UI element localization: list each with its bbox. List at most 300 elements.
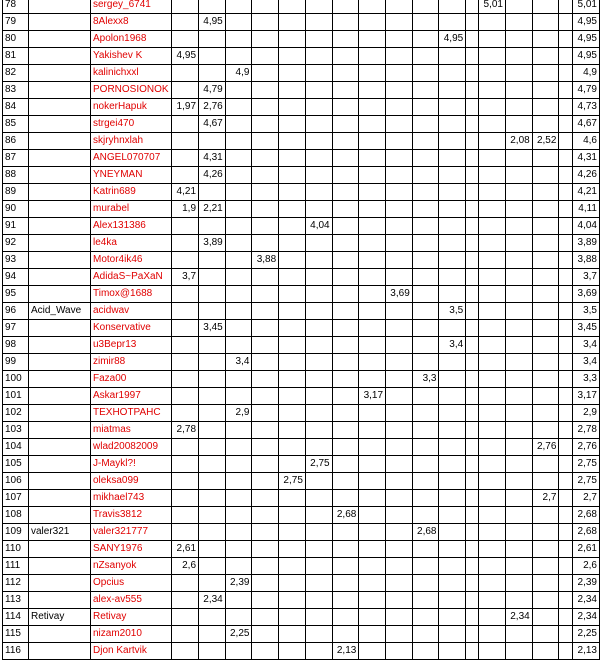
score-cell <box>225 371 252 388</box>
score-cell <box>559 354 572 371</box>
score-cell <box>559 524 572 541</box>
score-cell <box>199 303 226 320</box>
team-cell <box>28 235 90 252</box>
score-cell <box>506 116 533 133</box>
score-cell <box>199 422 226 439</box>
score-cell: 2,34 <box>506 609 533 626</box>
total-cell: 4,9 <box>572 65 599 82</box>
score-cell <box>359 490 386 507</box>
score-cell: 3,17 <box>359 388 386 405</box>
score-cell <box>359 82 386 99</box>
score-cell: 3,7 <box>172 269 199 286</box>
score-cell <box>532 609 559 626</box>
score-cell <box>199 269 226 286</box>
rank-cell: 114 <box>3 609 29 626</box>
score-cell <box>439 286 466 303</box>
table-row <box>3 65 600 82</box>
team-cell <box>28 320 90 337</box>
score-cell <box>439 371 466 388</box>
score-cell <box>412 558 439 575</box>
player-nick-cell: Yakishev K <box>91 48 172 65</box>
score-cell <box>225 0 252 14</box>
rank-cell: 116 <box>3 643 29 660</box>
score-cell <box>532 405 559 422</box>
score-cell <box>412 82 439 99</box>
score-cell <box>305 201 332 218</box>
score-cell <box>386 541 413 558</box>
score-cell <box>506 371 533 388</box>
score-cell <box>532 575 559 592</box>
score-cell <box>172 490 199 507</box>
score-cell <box>252 167 279 184</box>
score-cell <box>225 592 252 609</box>
score-cell <box>412 422 439 439</box>
score-cell <box>559 388 572 405</box>
score-cell <box>172 218 199 235</box>
score-cell <box>559 456 572 473</box>
player-nick-cell: alex-av555 <box>91 592 172 609</box>
score-cell <box>559 99 572 116</box>
team-cell <box>28 371 90 388</box>
rank-cell: 93 <box>3 252 29 269</box>
score-cell <box>412 439 439 456</box>
score-cell <box>359 218 386 235</box>
score-cell: 2,52 <box>532 133 559 150</box>
team-cell <box>28 116 90 133</box>
score-cell <box>532 558 559 575</box>
team-cell <box>28 337 90 354</box>
score-cell <box>332 592 359 609</box>
score-cell <box>332 48 359 65</box>
rank-cell: 115 <box>3 626 29 643</box>
score-cell <box>439 65 466 82</box>
score-cell <box>386 558 413 575</box>
ranking-table <box>2 0 600 660</box>
score-cell: 2,13 <box>332 643 359 660</box>
score-cell <box>332 541 359 558</box>
score-cell <box>279 48 306 65</box>
team-cell: Acid_Wave <box>28 303 90 320</box>
score-cell <box>466 541 479 558</box>
score-cell <box>305 116 332 133</box>
score-cell <box>252 575 279 592</box>
score-cell <box>386 626 413 643</box>
score-cell <box>412 456 439 473</box>
score-cell <box>439 354 466 371</box>
score-cell <box>332 354 359 371</box>
table-row <box>3 626 600 643</box>
score-cell <box>305 354 332 371</box>
score-cell <box>559 320 572 337</box>
rank-cell: 96 <box>3 303 29 320</box>
player-nick-cell: strgei470 <box>91 116 172 133</box>
score-cell: 2,39 <box>225 575 252 592</box>
score-cell <box>439 184 466 201</box>
score-cell: 5,01 <box>479 0 506 14</box>
score-cell <box>439 405 466 422</box>
table-row <box>3 184 600 201</box>
score-cell <box>412 184 439 201</box>
total-cell: 4,04 <box>572 218 599 235</box>
table-row <box>3 507 600 524</box>
score-cell <box>359 269 386 286</box>
score-cell <box>466 48 479 65</box>
score-cell <box>359 252 386 269</box>
score-cell <box>532 456 559 473</box>
score-cell <box>439 82 466 99</box>
score-cell <box>439 150 466 167</box>
score-cell <box>466 524 479 541</box>
score-cell <box>199 575 226 592</box>
score-cell <box>225 167 252 184</box>
score-cell <box>172 116 199 133</box>
score-cell <box>506 235 533 252</box>
score-cell <box>466 0 479 14</box>
score-cell <box>359 439 386 456</box>
score-cell <box>359 48 386 65</box>
score-cell <box>386 575 413 592</box>
score-cell <box>199 609 226 626</box>
score-cell <box>359 541 386 558</box>
score-cell <box>305 609 332 626</box>
score-cell <box>479 541 506 558</box>
score-cell <box>479 405 506 422</box>
player-nick-cell: nZsanyok <box>91 558 172 575</box>
score-cell <box>466 286 479 303</box>
team-cell <box>28 626 90 643</box>
score-cell <box>479 473 506 490</box>
total-cell: 2,68 <box>572 524 599 541</box>
player-nick-cell: oleksa099 <box>91 473 172 490</box>
score-cell <box>252 456 279 473</box>
score-cell: 3,88 <box>252 252 279 269</box>
score-cell <box>279 643 306 660</box>
score-cell <box>386 116 413 133</box>
score-cell <box>279 235 306 252</box>
score-cell: 1,9 <box>172 201 199 218</box>
player-nick-cell: Opcius <box>91 575 172 592</box>
score-cell <box>225 14 252 31</box>
score-cell <box>225 48 252 65</box>
score-cell <box>479 269 506 286</box>
score-cell <box>466 592 479 609</box>
score-cell <box>466 371 479 388</box>
score-cell <box>225 116 252 133</box>
score-cell <box>279 0 306 14</box>
rank-cell: 101 <box>3 388 29 405</box>
team-cell: valer321 <box>28 524 90 541</box>
score-cell <box>439 388 466 405</box>
table-row <box>3 48 600 65</box>
score-cell <box>359 575 386 592</box>
score-cell <box>466 252 479 269</box>
score-cell <box>506 354 533 371</box>
score-cell <box>439 422 466 439</box>
player-nick-cell: Askar1997 <box>91 388 172 405</box>
score-cell <box>479 575 506 592</box>
score-cell <box>279 541 306 558</box>
score-cell <box>172 609 199 626</box>
score-cell <box>532 371 559 388</box>
score-cell <box>359 14 386 31</box>
score-cell: 2,76 <box>199 99 226 116</box>
score-cell <box>332 337 359 354</box>
score-cell <box>199 0 226 14</box>
score-cell <box>386 235 413 252</box>
score-cell <box>305 558 332 575</box>
rank-cell: 102 <box>3 405 29 422</box>
score-cell <box>559 31 572 48</box>
score-cell <box>479 592 506 609</box>
score-cell <box>439 490 466 507</box>
score-cell <box>479 337 506 354</box>
score-cell <box>172 643 199 660</box>
score-cell <box>279 167 306 184</box>
score-cell <box>439 116 466 133</box>
table-row <box>3 354 600 371</box>
player-nick-cell: SANY1976 <box>91 541 172 558</box>
score-cell <box>305 626 332 643</box>
score-cell <box>225 541 252 558</box>
score-cell <box>199 133 226 150</box>
score-cell <box>305 65 332 82</box>
score-cell <box>305 184 332 201</box>
team-cell <box>28 31 90 48</box>
score-cell <box>305 269 332 286</box>
score-cell <box>559 48 572 65</box>
player-nick-cell: Konservative <box>91 320 172 337</box>
table-row <box>3 609 600 626</box>
total-cell: 3,45 <box>572 320 599 337</box>
score-cell <box>559 150 572 167</box>
score-cell <box>332 609 359 626</box>
score-cell <box>279 303 306 320</box>
score-cell <box>332 626 359 643</box>
table-row <box>3 575 600 592</box>
score-cell <box>225 269 252 286</box>
score-cell <box>305 99 332 116</box>
score-cell <box>479 133 506 150</box>
player-nick-cell: Timox@1688 <box>91 286 172 303</box>
score-cell <box>479 626 506 643</box>
score-cell <box>279 82 306 99</box>
score-cell <box>279 337 306 354</box>
score-cell <box>439 167 466 184</box>
score-cell <box>252 558 279 575</box>
score-cell <box>305 405 332 422</box>
score-cell <box>506 150 533 167</box>
score-cell <box>305 14 332 31</box>
score-cell <box>506 0 533 14</box>
table-row <box>3 388 600 405</box>
score-cell <box>225 303 252 320</box>
score-cell <box>506 490 533 507</box>
score-cell <box>332 167 359 184</box>
team-cell <box>28 133 90 150</box>
score-cell <box>225 286 252 303</box>
score-cell <box>386 643 413 660</box>
score-cell <box>225 473 252 490</box>
score-cell <box>279 626 306 643</box>
score-cell <box>439 48 466 65</box>
score-cell <box>559 116 572 133</box>
score-cell <box>386 592 413 609</box>
score-cell <box>252 286 279 303</box>
score-cell <box>479 371 506 388</box>
score-cell <box>359 337 386 354</box>
score-cell <box>466 388 479 405</box>
rank-cell: 113 <box>3 592 29 609</box>
score-cell <box>412 354 439 371</box>
score-cell <box>479 14 506 31</box>
score-cell <box>332 82 359 99</box>
score-cell <box>559 558 572 575</box>
score-cell <box>506 337 533 354</box>
player-nick-cell: Travis3812 <box>91 507 172 524</box>
score-cell <box>172 575 199 592</box>
score-cell <box>532 507 559 524</box>
score-cell <box>332 456 359 473</box>
team-cell <box>28 65 90 82</box>
team-cell <box>28 473 90 490</box>
rank-cell: 100 <box>3 371 29 388</box>
score-cell <box>532 422 559 439</box>
player-nick-cell: kalinichxxl <box>91 65 172 82</box>
score-cell <box>532 320 559 337</box>
table-row <box>3 150 600 167</box>
score-cell: 3,45 <box>199 320 226 337</box>
table-row <box>3 201 600 218</box>
score-cell <box>479 303 506 320</box>
score-cell <box>532 541 559 558</box>
score-cell <box>439 0 466 14</box>
score-cell <box>479 609 506 626</box>
score-cell <box>479 99 506 116</box>
score-cell <box>359 422 386 439</box>
score-cell <box>172 405 199 422</box>
score-cell: 2,76 <box>532 439 559 456</box>
total-cell: 2,78 <box>572 422 599 439</box>
table-row <box>3 14 600 31</box>
score-cell <box>466 218 479 235</box>
table-row <box>3 286 600 303</box>
score-cell <box>479 643 506 660</box>
team-cell <box>28 388 90 405</box>
player-nick-cell: Katrin689 <box>91 184 172 201</box>
score-cell <box>305 286 332 303</box>
score-cell <box>386 473 413 490</box>
score-cell <box>559 14 572 31</box>
score-cell <box>172 524 199 541</box>
score-cell <box>479 82 506 99</box>
total-cell: 4,67 <box>572 116 599 133</box>
total-cell: 4,31 <box>572 150 599 167</box>
total-cell: 2,9 <box>572 405 599 422</box>
score-cell <box>172 252 199 269</box>
score-cell <box>332 490 359 507</box>
score-cell <box>305 490 332 507</box>
score-cell: 4,95 <box>199 14 226 31</box>
score-cell <box>479 524 506 541</box>
score-cell <box>532 235 559 252</box>
total-cell: 4,6 <box>572 133 599 150</box>
score-cell <box>412 643 439 660</box>
score-cell <box>412 405 439 422</box>
rank-cell: 85 <box>3 116 29 133</box>
score-cell <box>359 31 386 48</box>
score-cell <box>332 133 359 150</box>
score-cell <box>479 354 506 371</box>
score-cell <box>252 235 279 252</box>
score-cell <box>479 201 506 218</box>
score-cell <box>359 643 386 660</box>
score-cell: 4,26 <box>199 167 226 184</box>
score-cell <box>412 99 439 116</box>
score-cell <box>506 473 533 490</box>
score-cell <box>506 558 533 575</box>
score-cell <box>305 82 332 99</box>
score-cell <box>506 31 533 48</box>
score-cell <box>412 575 439 592</box>
score-cell: 3,69 <box>386 286 413 303</box>
total-cell: 4,79 <box>572 82 599 99</box>
score-cell <box>252 541 279 558</box>
score-cell <box>559 473 572 490</box>
table-row <box>3 99 600 116</box>
score-cell <box>559 626 572 643</box>
score-cell <box>386 269 413 286</box>
score-cell <box>252 626 279 643</box>
table-row <box>3 167 600 184</box>
score-cell <box>439 592 466 609</box>
score-cell <box>279 252 306 269</box>
score-cell <box>305 133 332 150</box>
score-cell <box>252 184 279 201</box>
score-cell <box>386 354 413 371</box>
score-cell <box>279 405 306 422</box>
table-row <box>3 218 600 235</box>
player-nick-cell: zimir88 <box>91 354 172 371</box>
score-cell <box>225 184 252 201</box>
player-nick-cell: PORNOSIONOK <box>91 82 172 99</box>
score-cell <box>386 150 413 167</box>
score-cell <box>305 235 332 252</box>
score-cell <box>532 303 559 320</box>
total-cell: 2,76 <box>572 439 599 456</box>
score-cell <box>479 320 506 337</box>
score-cell <box>479 116 506 133</box>
score-cell: 2,75 <box>279 473 306 490</box>
score-cell <box>225 337 252 354</box>
score-cell <box>466 609 479 626</box>
score-cell <box>559 286 572 303</box>
player-nick-cell: Alex131386 <box>91 218 172 235</box>
player-nick-cell: mikhael743 <box>91 490 172 507</box>
score-cell <box>332 388 359 405</box>
score-cell <box>386 48 413 65</box>
score-cell <box>172 82 199 99</box>
score-cell <box>532 269 559 286</box>
score-cell <box>506 167 533 184</box>
total-cell: 3,7 <box>572 269 599 286</box>
score-cell <box>506 48 533 65</box>
table-row <box>3 269 600 286</box>
table-row <box>3 541 600 558</box>
team-cell <box>28 575 90 592</box>
score-cell <box>506 388 533 405</box>
table-row <box>3 371 600 388</box>
score-cell <box>532 14 559 31</box>
